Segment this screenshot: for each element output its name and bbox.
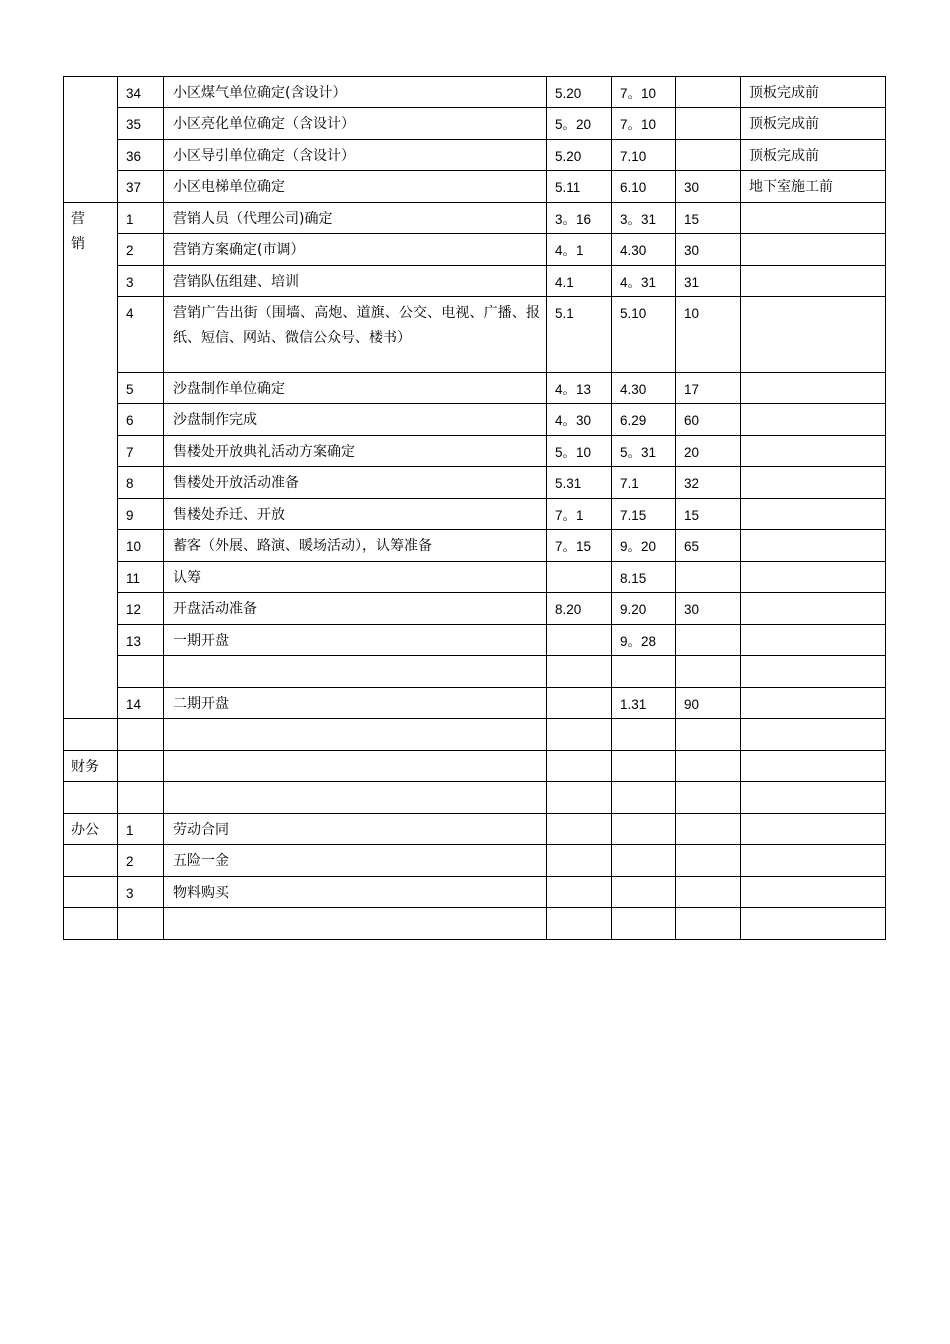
- task-name-cell: 小区煤气单位确定(含设计）: [164, 77, 547, 108]
- end-date-cell: [612, 719, 676, 751]
- start-date-cell: 7。1: [547, 499, 612, 530]
- duration-days-cell: 90: [676, 688, 741, 719]
- start-date-cell: [547, 719, 612, 751]
- item-number-cell: [118, 782, 164, 814]
- category-cell: [64, 908, 118, 940]
- table-row: [64, 751, 886, 782]
- item-number-cell: 34: [118, 77, 164, 108]
- duration-days-cell: 65: [676, 530, 741, 562]
- duration-days-cell: 15: [676, 499, 741, 530]
- schedule-table-body: [64, 77, 886, 940]
- start-date-cell: 5。20: [547, 108, 612, 140]
- task-name-cell: [164, 782, 547, 814]
- duration-days-cell: 32: [676, 467, 741, 499]
- category-cell: [64, 782, 118, 814]
- note-cell: [741, 562, 886, 593]
- duration-days-cell: 20: [676, 436, 741, 467]
- item-number-cell: 3: [118, 266, 164, 297]
- note-cell: [741, 782, 886, 814]
- end-date-cell: 9。28: [612, 625, 676, 656]
- table-row: [64, 140, 886, 171]
- start-date-cell: 4.1: [547, 266, 612, 297]
- item-number-cell: 1: [118, 203, 164, 234]
- end-date-cell: [612, 814, 676, 845]
- task-name-cell: 沙盘制作单位确定: [164, 373, 547, 404]
- duration-days-cell: [676, 656, 741, 688]
- duration-days-cell: 15: [676, 203, 741, 234]
- note-cell: [741, 814, 886, 845]
- task-name-cell: [164, 719, 547, 751]
- end-date-cell: 7。10: [612, 77, 676, 108]
- note-cell: [741, 436, 886, 467]
- end-date-cell: [612, 656, 676, 688]
- table-row: [64, 203, 886, 234]
- start-date-cell: 5.31: [547, 467, 612, 499]
- end-date-cell: 7.10: [612, 140, 676, 171]
- end-date-cell: 1.31: [612, 688, 676, 719]
- table-row: [64, 234, 886, 266]
- task-name-cell: 开盘活动准备: [164, 593, 547, 625]
- note-cell: [741, 467, 886, 499]
- end-date-cell: [612, 782, 676, 814]
- item-number-cell: 6: [118, 404, 164, 436]
- table-row: [64, 688, 886, 719]
- table-row: [64, 530, 886, 562]
- table-row: [64, 266, 886, 297]
- end-date-cell: 6.10: [612, 171, 676, 203]
- start-date-cell: 7。15: [547, 530, 612, 562]
- duration-days-cell: [676, 140, 741, 171]
- table-row: [64, 171, 886, 203]
- note-cell: 顶板完成前: [741, 108, 886, 140]
- start-date-cell: [547, 625, 612, 656]
- item-number-cell: 3: [118, 877, 164, 908]
- end-date-cell: [612, 908, 676, 940]
- note-cell: 顶板完成前: [741, 77, 886, 108]
- task-name-cell: [164, 751, 547, 782]
- item-number-cell: 2: [118, 234, 164, 266]
- start-date-cell: 5.11: [547, 171, 612, 203]
- item-number-cell: 2: [118, 845, 164, 877]
- table-row: [64, 108, 886, 140]
- item-number-cell: [118, 908, 164, 940]
- start-date-cell: [547, 751, 612, 782]
- end-date-cell: 7。10: [612, 108, 676, 140]
- note-cell: [741, 593, 886, 625]
- task-name-cell: 售楼处开放典礼活动方案确定: [164, 436, 547, 467]
- end-date-cell: 7.15: [612, 499, 676, 530]
- duration-days-cell: [676, 625, 741, 656]
- table-row: [64, 297, 886, 373]
- table-row: [64, 656, 886, 688]
- table-row: [64, 719, 886, 751]
- duration-days-cell: 10: [676, 297, 741, 373]
- start-date-cell: 5.1: [547, 297, 612, 373]
- task-name-cell: 物料购买: [164, 877, 547, 908]
- table-row: [64, 814, 886, 845]
- duration-days-cell: 17: [676, 373, 741, 404]
- duration-days-cell: [676, 845, 741, 877]
- note-cell: [741, 234, 886, 266]
- start-date-cell: 5.20: [547, 140, 612, 171]
- end-date-cell: 4。31: [612, 266, 676, 297]
- start-date-cell: [547, 814, 612, 845]
- end-date-cell: 4.30: [612, 373, 676, 404]
- item-number-cell: 9: [118, 499, 164, 530]
- table-row: [64, 77, 886, 108]
- item-number-cell: [118, 719, 164, 751]
- start-date-cell: [547, 688, 612, 719]
- task-name-cell: 二期开盘: [164, 688, 547, 719]
- duration-days-cell: [676, 877, 741, 908]
- table-row: [64, 908, 886, 940]
- category-cell: [64, 845, 118, 877]
- task-name-cell: 营销队伍组建、培训: [164, 266, 547, 297]
- note-cell: [741, 845, 886, 877]
- table-row: [64, 845, 886, 877]
- end-date-cell: 9。20: [612, 530, 676, 562]
- item-number-cell: 8: [118, 467, 164, 499]
- item-number-cell: 35: [118, 108, 164, 140]
- duration-days-cell: [676, 108, 741, 140]
- end-date-cell: 6.29: [612, 404, 676, 436]
- table-row: [64, 593, 886, 625]
- note-cell: [741, 688, 886, 719]
- note-cell: [741, 625, 886, 656]
- category-cell: 办公: [64, 814, 118, 845]
- task-name-cell: [164, 908, 547, 940]
- item-number-cell: [118, 656, 164, 688]
- note-cell: [741, 404, 886, 436]
- task-name-cell: 沙盘制作完成: [164, 404, 547, 436]
- end-date-cell: 3。31: [612, 203, 676, 234]
- table-row: [64, 404, 886, 436]
- task-name-cell: 售楼处开放活动准备: [164, 467, 547, 499]
- start-date-cell: [547, 562, 612, 593]
- note-cell: [741, 530, 886, 562]
- duration-days-cell: [676, 562, 741, 593]
- note-cell: [741, 751, 886, 782]
- end-date-cell: 8.15: [612, 562, 676, 593]
- task-name-cell: 认筹: [164, 562, 547, 593]
- task-name-cell: 售楼处乔迁、开放: [164, 499, 547, 530]
- end-date-cell: 5。31: [612, 436, 676, 467]
- end-date-cell: 7.1: [612, 467, 676, 499]
- end-date-cell: 9.20: [612, 593, 676, 625]
- start-date-cell: [547, 656, 612, 688]
- table-row: [64, 436, 886, 467]
- start-date-cell: [547, 877, 612, 908]
- item-number-cell: 11: [118, 562, 164, 593]
- item-number-cell: 36: [118, 140, 164, 171]
- item-number-cell: [118, 751, 164, 782]
- duration-days-cell: 30: [676, 593, 741, 625]
- table-row: [64, 625, 886, 656]
- start-date-cell: [547, 908, 612, 940]
- note-cell: [741, 373, 886, 404]
- task-name-cell: [164, 656, 547, 688]
- category-cell: [64, 877, 118, 908]
- start-date-cell: 5.20: [547, 77, 612, 108]
- end-date-cell: [612, 877, 676, 908]
- note-cell: 顶板完成前: [741, 140, 886, 171]
- start-date-cell: 3。16: [547, 203, 612, 234]
- note-cell: [741, 499, 886, 530]
- note-cell: [741, 297, 886, 373]
- note-cell: [741, 719, 886, 751]
- task-name-cell: 劳动合同: [164, 814, 547, 845]
- category-cell: [64, 77, 118, 203]
- item-number-cell: 4: [118, 297, 164, 373]
- duration-days-cell: 30: [676, 234, 741, 266]
- duration-days-cell: [676, 719, 741, 751]
- end-date-cell: [612, 845, 676, 877]
- item-number-cell: 37: [118, 171, 164, 203]
- item-number-cell: 14: [118, 688, 164, 719]
- note-cell: 地下室施工前: [741, 171, 886, 203]
- table-row: [64, 877, 886, 908]
- duration-days-cell: [676, 908, 741, 940]
- item-number-cell: 12: [118, 593, 164, 625]
- note-cell: [741, 908, 886, 940]
- start-date-cell: 4。30: [547, 404, 612, 436]
- start-date-cell: 5。10: [547, 436, 612, 467]
- task-name-cell: 营销人员（代理公司)确定: [164, 203, 547, 234]
- schedule-table: [63, 76, 886, 940]
- end-date-cell: [612, 751, 676, 782]
- end-date-cell: 4.30: [612, 234, 676, 266]
- start-date-cell: 4。13: [547, 373, 612, 404]
- duration-days-cell: [676, 782, 741, 814]
- note-cell: [741, 203, 886, 234]
- duration-days-cell: 30: [676, 171, 741, 203]
- task-name-cell: 小区电梯单位确定: [164, 171, 547, 203]
- item-number-cell: 1: [118, 814, 164, 845]
- note-cell: [741, 656, 886, 688]
- start-date-cell: 4。1: [547, 234, 612, 266]
- task-name-cell: 小区亮化单位确定（含设计）: [164, 108, 547, 140]
- duration-days-cell: [676, 77, 741, 108]
- duration-days-cell: 31: [676, 266, 741, 297]
- task-name-cell: 五险一金: [164, 845, 547, 877]
- table-row: [64, 499, 886, 530]
- task-name-cell: 营销广告出街（围墙、高炮、道旗、公交、电视、广播、报纸、短信、网站、微信公众号、楼书）: [164, 297, 547, 373]
- duration-days-cell: [676, 814, 741, 845]
- end-date-cell: 5.10: [612, 297, 676, 373]
- duration-days-cell: [676, 751, 741, 782]
- task-name-cell: 营销方案确定(市调）: [164, 234, 547, 266]
- task-name-cell: 小区导引单位确定（含设计）: [164, 140, 547, 171]
- start-date-cell: 8.20: [547, 593, 612, 625]
- duration-days-cell: 60: [676, 404, 741, 436]
- table-row: [64, 562, 886, 593]
- start-date-cell: [547, 845, 612, 877]
- note-cell: [741, 266, 886, 297]
- category-cell: [64, 719, 118, 751]
- task-name-cell: 一期开盘: [164, 625, 547, 656]
- table-row: [64, 782, 886, 814]
- item-number-cell: 5: [118, 373, 164, 404]
- table-row: [64, 373, 886, 404]
- start-date-cell: [547, 782, 612, 814]
- task-name-cell: 蓄客（外展、路演、暖场活动），认筹准备: [164, 530, 547, 562]
- item-number-cell: 7: [118, 436, 164, 467]
- note-cell: [741, 877, 886, 908]
- category-cell: 财务: [64, 751, 118, 782]
- item-number-cell: 10: [118, 530, 164, 562]
- category-cell: 营销: [64, 203, 118, 719]
- table-row: [64, 467, 886, 499]
- item-number-cell: 13: [118, 625, 164, 656]
